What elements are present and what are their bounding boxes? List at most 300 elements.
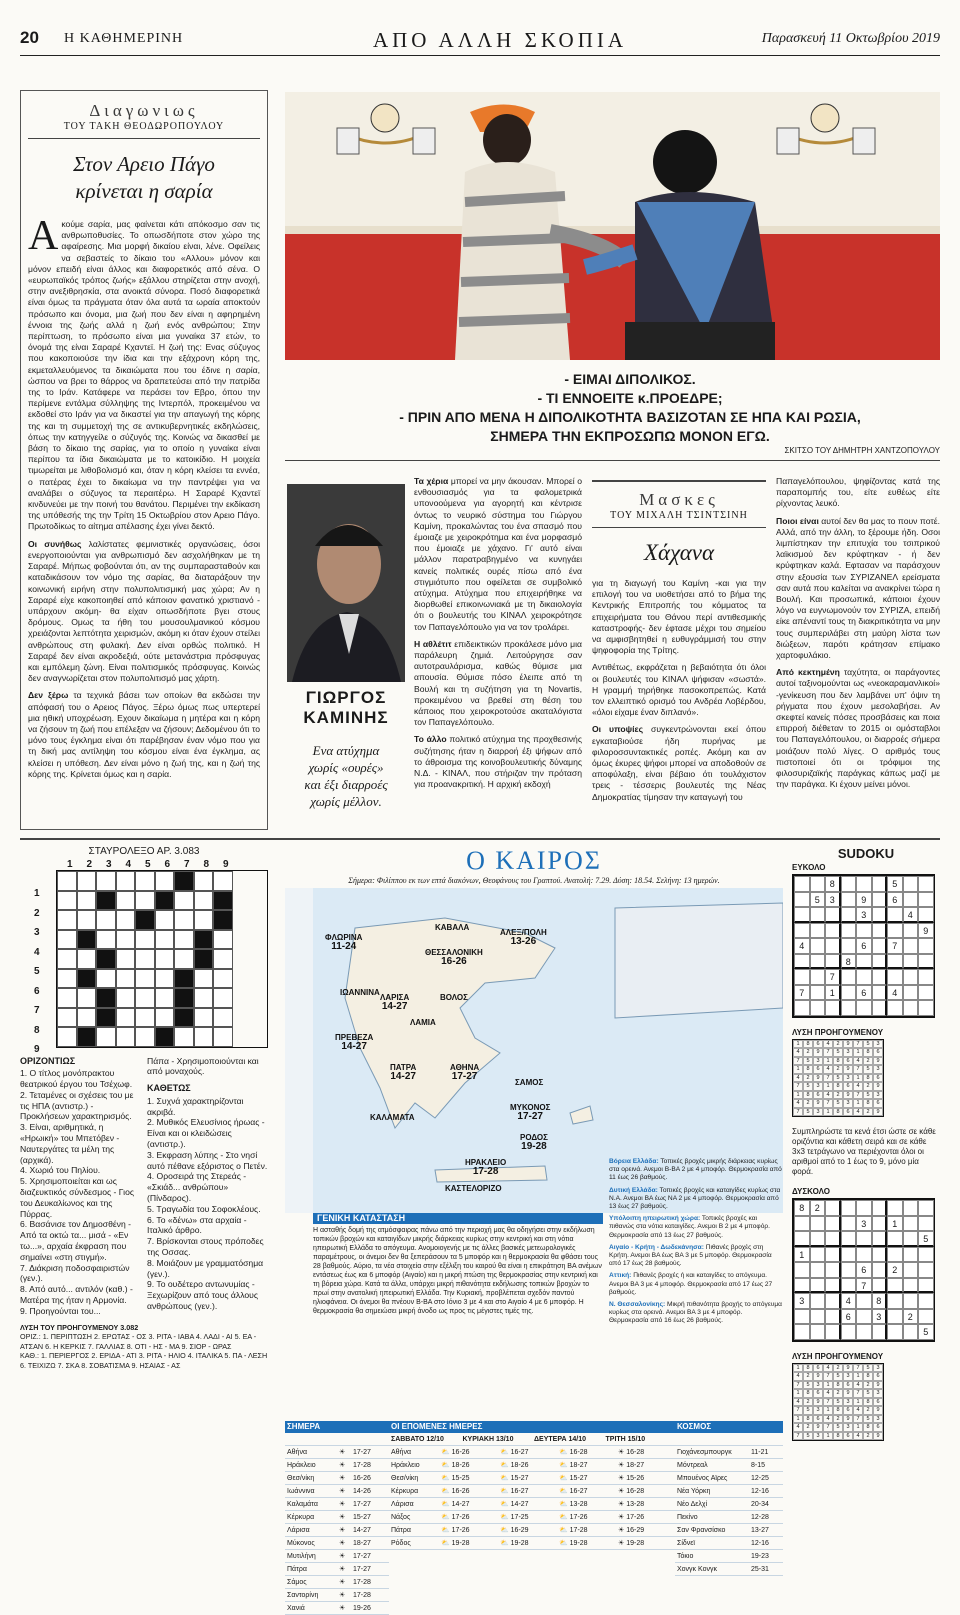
- crossword-cell[interactable]: [194, 949, 214, 969]
- sudoku-cell[interactable]: [903, 969, 919, 985]
- crossword-cell[interactable]: [77, 1008, 97, 1028]
- sudoku-cell[interactable]: [794, 907, 810, 923]
- sudoku-cell[interactable]: 8: [794, 1200, 810, 1216]
- sudoku-cell[interactable]: 8: [825, 876, 841, 892]
- solution-cell: 6: [843, 1381, 853, 1390]
- sudoku-cell[interactable]: [918, 954, 934, 970]
- sudoku-cell[interactable]: 6: [856, 1262, 872, 1278]
- sudoku-cell[interactable]: [841, 876, 857, 892]
- solution-cell: 6: [873, 1423, 883, 1432]
- crossword-cell[interactable]: [96, 988, 116, 1008]
- sudoku-cell[interactable]: [918, 876, 934, 892]
- sudoku-cell[interactable]: [887, 1231, 903, 1247]
- sudoku-cell[interactable]: [810, 1293, 826, 1309]
- clue-down: 9. Το ουδέτερο αντωνυμίας - Ξεχωρίζουν από τους άλλους ανθρώπους (γεν.).: [147, 1279, 258, 1312]
- sudoku-cell[interactable]: [918, 1262, 934, 1278]
- sudoku-cell[interactable]: [810, 969, 826, 985]
- sudoku-cell[interactable]: [810, 985, 826, 1001]
- sudoku-cell[interactable]: [903, 1200, 919, 1216]
- sudoku-cell[interactable]: [856, 969, 872, 985]
- crossword-cell[interactable]: [194, 910, 214, 930]
- sudoku-cell[interactable]: [841, 1324, 857, 1340]
- crossword-cell[interactable]: [57, 949, 77, 969]
- crossword-cell[interactable]: [77, 871, 97, 891]
- crossword-col-number: 6: [164, 859, 171, 870]
- sudoku-cell[interactable]: 3: [794, 1293, 810, 1309]
- solution-cell: 6: [813, 1415, 823, 1424]
- sudoku-cell[interactable]: [841, 907, 857, 923]
- sudoku-cell[interactable]: 5: [810, 892, 826, 908]
- sudoku-cell[interactable]: [856, 1324, 872, 1340]
- sudoku-cell[interactable]: [810, 938, 826, 954]
- crossword-cell[interactable]: [194, 988, 214, 1008]
- solution-cell: 9: [843, 1389, 853, 1398]
- crossword-cell[interactable]: [174, 969, 194, 989]
- sudoku-cell[interactable]: [903, 954, 919, 970]
- crossword-cell[interactable]: [96, 949, 116, 969]
- cell: ☀ 16-29: [618, 1527, 645, 1534]
- sudoku-cell[interactable]: 1: [887, 1216, 903, 1232]
- sudoku-prev-solution: [792, 1039, 884, 1118]
- crossword-cell[interactable]: [155, 910, 175, 930]
- sudoku-cell[interactable]: [872, 1216, 888, 1232]
- crossword-cell[interactable]: [96, 930, 116, 950]
- crossword-cell[interactable]: [194, 969, 214, 989]
- sudoku-cell[interactable]: [903, 1216, 919, 1232]
- crossword-cell[interactable]: [116, 930, 136, 950]
- crossword-cell[interactable]: [96, 1008, 116, 1028]
- article-body: Ακούμε σαρία, μας φαίνεται κάτι απόκοσμο σαν τις ανθρωποθυσίες. Το οπωσδήποτε στον χώρο της αφαίρεσης. Μια μορφή δικαίου είναι, λένε. Οφείλεις να σεβαστείς το δίκαιο του «Αλλου» μόνον και μόνον επειδή είναι άλλος και διαφορετικός από σένα. Ο «ευρωπαϊκός τρόπος ζωής» εξάλλου στηρίζεται στην ανοχή, στην ανεξιθρησκία, στα ανοικτά σύνορα. Ποσό διαφορετικά είναι όμως τα πράγματα όταν όλα αυτά τα ωραία αποκτούν πρόσωπο και όνομα, μια ζωή που δεν είναι η αφηρημένη έννοια της ζωής αλλά η ζωή ενός ανθρώπου; Στην περίπτωση, το πρόσωπο είναι μια γυναίκα 37 ετών, το όνομά της είναι Σαραρέ Κχαντεϊ. Η ζωή της: Ενας σύζυγος που κακοποιούσε την ίδια και την εξάχρονη κόρη της, εκμεταλλευόμενος τα δικαιώματα που του έδινε η σαρία, ώσπου να βρει το θάρρος να δραπετεύσει από την πατρίδα της το Ιράν. Κατάφερε να περάσει τον Εβρο, όπου την περίμενε εντάλμα σύλληψης της Ιντερπόλ, προκειμένου να εκδοθεί στο Ιράν για να δικαστεί για την απαγωγή της κόρης της και τη συμμετοχή της σε αντικυβερνητικές εκδηλώσεις, όπως την κατηγγείλε ο σύζυγός της. Κοινώς να δικασθεί με βάση το δίκαιο της σαρίας, για το οποίο η γυναίκα είναι περίπου τα ίδια δικαιώματα με το κατοικίδιο. Η μοιχεία τιμωρείται με λιθοβολισμό και, όταν η κόρη κλείσει τα εννέα, ο πατέρας έχει το δικαίωμα να την παντρέψει για να αναλάβει ο σύζυγος τα περαιτέρω. Η Σαραρέ Κχαντεϊ κινδυνεύει με την ποινή του θανάτου. Περιμένει την εκδίκαση της υπόθεσής της την Τρίτη 15 Οκτωβρίου στον Αρειο Πάγο. Πρωτοδίκως το αίτημα απέλασης έχει γίνει δεκτό. Οι συνήθως λαλίστατες φεμινιστικές οργανώσεις, όσοι ενεργοποιούνται για ανθρωπισμό δεν ασχολήθηκαν με τη Σαραρέ. Μήπως φοβούνται ότι, αν της συμπαρασταθούν και καταδικάσουν τον νόμο της σαρίας, θα διαταράξουν την κοινωνική ειρήνη στην πολυπολιτισμική μας χώρα; Αν η Σαραρέ είχε κακοποιηθεί από κάποιον φανατικό χριστιανό - υπάρχουν ακόμη- θα είχαν οπωσδήποτε βγει στους δρόμους. Ομως τα ήθη του μουσουλμανικού κόσμου χρειάζονται λεπτότητα χειρισμών, ακόμη κι όταν έχουν στείλει ανθρώπους στη φυλακή. Δεν είναι ορθώς πολιτικό. Η Σαραρέ δεν είναι ακροδεξιά, ούτε μετανάστρια πρόσφυγας και εμπόλεμη ζώνη. Είναι πολιτισμικός πρόσφυγας. Κοινώς δεν αναγνωρίζεται στον πολυπολιτισμό μας χάρτη. Δεν ξέρω τα τεχνικά βάσει των οποίων θα εκδώσει την απόφασή του ο Αρειος Πάγος. Ξέρω όμως πως υπερτερεί μια ηθική υποχρέωση. Εχουν δικαίωμα η μητέρα και η κόρη να ζήσουν τη ζωή που επέλεξαν να ζήσουν; Δεδομένου ότι το μόνο τους έγκλημα είναι ότι παρέβησαν έναν νόμο που για τη δική μας αντίληψη του κόσμου είναι ένα έγκλημα, ας κλείσει η υπόθεση. Δεν είναι μόνο η ζωή της, και η ζωή της κόρης της. Κρίνεται όμως και η σαρία.: [28, 213, 261, 779]
- sudoku-cell[interactable]: [856, 1247, 872, 1263]
- sudoku-cell[interactable]: 5: [887, 876, 903, 892]
- sudoku-cell[interactable]: 5: [918, 1324, 934, 1340]
- sudoku-cell[interactable]: [918, 938, 934, 954]
- sudoku-cell[interactable]: [794, 923, 810, 939]
- sudoku-cell[interactable]: [810, 907, 826, 923]
- sudoku-cell[interactable]: [810, 954, 826, 970]
- sudoku-cell[interactable]: [794, 1000, 810, 1016]
- cell: Καλαμάτα: [287, 1501, 318, 1508]
- crossword-cell[interactable]: [57, 988, 77, 1008]
- sudoku-cell[interactable]: 4: [794, 938, 810, 954]
- crossword-cell[interactable]: [174, 930, 194, 950]
- sudoku-cell[interactable]: 2: [903, 1309, 919, 1325]
- map-city: [435, 923, 469, 932]
- sudoku-cell[interactable]: [825, 1200, 841, 1216]
- cell: Νέα Υόρκη: [677, 1488, 711, 1495]
- solution-cell: 2: [833, 1040, 843, 1049]
- today-row: [285, 1602, 389, 1615]
- sudoku-cell[interactable]: 3: [856, 907, 872, 923]
- sudoku-cell[interactable]: [810, 1262, 826, 1278]
- solution-cell: 8: [803, 1364, 813, 1373]
- today-row: [285, 1446, 389, 1459]
- crossword-cell[interactable]: [155, 949, 175, 969]
- cell: ⛅ 15-27: [559, 1475, 588, 1482]
- sudoku-cell[interactable]: [794, 1309, 810, 1325]
- solution-cell: 3: [813, 1432, 823, 1441]
- crossword-cell[interactable]: [194, 930, 214, 950]
- solution-cell: 8: [833, 1406, 843, 1415]
- solution-cell: 9: [873, 1381, 883, 1390]
- crossword-cell[interactable]: [174, 1027, 194, 1047]
- sudoku-cell[interactable]: 6: [856, 985, 872, 1001]
- sudoku-cell[interactable]: 4: [887, 985, 903, 1001]
- sudoku-cell[interactable]: [872, 923, 888, 939]
- sudoku-cell[interactable]: [872, 969, 888, 985]
- sudoku-cell[interactable]: [903, 1231, 919, 1247]
- sudoku-cell[interactable]: [841, 985, 857, 1001]
- sudoku-cell[interactable]: [794, 1216, 810, 1232]
- crossword-cell[interactable]: [135, 1008, 155, 1028]
- sudoku-cell[interactable]: 3: [872, 1309, 888, 1325]
- crossword-cell[interactable]: [96, 891, 116, 911]
- sudoku-cell[interactable]: [841, 1200, 857, 1216]
- solution-cell: 3: [843, 1398, 853, 1407]
- crossword-cell[interactable]: [57, 1027, 77, 1047]
- sudoku-cell[interactable]: [887, 954, 903, 970]
- crossword-cell[interactable]: [77, 910, 97, 930]
- crossword-cell[interactable]: [57, 910, 77, 930]
- solution-cell: 2: [863, 1082, 873, 1091]
- crossword-cell[interactable]: [213, 930, 233, 950]
- sudoku-cell[interactable]: 7: [856, 1278, 872, 1294]
- sudoku-cell[interactable]: [794, 1324, 810, 1340]
- sudoku-cell[interactable]: [856, 1200, 872, 1216]
- sudoku-cell[interactable]: [918, 1216, 934, 1232]
- sudoku-cell[interactable]: [810, 1231, 826, 1247]
- sudoku-cell[interactable]: [887, 1247, 903, 1263]
- crossword-cell[interactable]: [174, 891, 194, 911]
- sudoku-cell[interactable]: [841, 1216, 857, 1232]
- sudoku-cell[interactable]: [903, 876, 919, 892]
- sudoku-cell[interactable]: 2: [810, 1200, 826, 1216]
- crossword-cell[interactable]: [155, 930, 175, 950]
- sudoku-cell[interactable]: [887, 923, 903, 939]
- next-days-row: [389, 1446, 675, 1459]
- sudoku-cell[interactable]: 9: [856, 892, 872, 908]
- solution-cell: 5: [803, 1381, 813, 1390]
- sudoku-cell[interactable]: [810, 1324, 826, 1340]
- sudoku-cell[interactable]: [794, 1262, 810, 1278]
- sudoku-cell[interactable]: [841, 969, 857, 985]
- sudoku-cell[interactable]: [794, 969, 810, 985]
- sudoku-cell[interactable]: [887, 1293, 903, 1309]
- sudoku-cell[interactable]: [903, 892, 919, 908]
- sudoku-cell[interactable]: 3: [825, 892, 841, 908]
- sudoku-cell[interactable]: [810, 1216, 826, 1232]
- sudoku-cell[interactable]: [872, 1000, 888, 1016]
- sudoku-cell[interactable]: [825, 1247, 841, 1263]
- sudoku-cell[interactable]: [918, 1200, 934, 1216]
- solution-cell: 9: [843, 1040, 853, 1049]
- sudoku-cell[interactable]: [872, 892, 888, 908]
- sudoku-cell[interactable]: [825, 954, 841, 970]
- crossword-cell[interactable]: [155, 969, 175, 989]
- sudoku-cell[interactable]: 5: [918, 1231, 934, 1247]
- sudoku-cell[interactable]: [794, 954, 810, 970]
- crossword-cell[interactable]: [194, 891, 214, 911]
- sudoku-cell[interactable]: 7: [887, 938, 903, 954]
- sudoku-cell[interactable]: [825, 1000, 841, 1016]
- sudoku-cell[interactable]: [872, 1324, 888, 1340]
- solution-cell: 2: [803, 1074, 813, 1083]
- sudoku-cell[interactable]: [903, 1000, 919, 1016]
- sudoku-cell[interactable]: [887, 1200, 903, 1216]
- sudoku-cell[interactable]: 4: [841, 1293, 857, 1309]
- sudoku-cell[interactable]: [872, 1262, 888, 1278]
- sudoku-cell[interactable]: 4: [903, 907, 919, 923]
- city-temp: 14-27: [390, 1071, 416, 1082]
- crossword-cell[interactable]: [116, 949, 136, 969]
- sudoku-cell[interactable]: [872, 1200, 888, 1216]
- sudoku-cell[interactable]: [887, 1309, 903, 1325]
- cell: ⛅ 16-26: [441, 1488, 470, 1495]
- sudoku-cell[interactable]: [903, 1262, 919, 1278]
- sudoku-cell[interactable]: [918, 892, 934, 908]
- crossword-cell[interactable]: [213, 1008, 233, 1028]
- sudoku-cell[interactable]: [810, 876, 826, 892]
- drop-cap: Α: [28, 213, 59, 259]
- sudoku-cell[interactable]: [810, 923, 826, 939]
- crossword-cell[interactable]: [116, 988, 136, 1008]
- crossword-cell[interactable]: [116, 871, 136, 891]
- crossword-cell[interactable]: [135, 949, 155, 969]
- solution-cell: 2: [863, 1108, 873, 1117]
- crossword-cell[interactable]: [57, 891, 77, 911]
- crossword-cell[interactable]: [96, 969, 116, 989]
- sudoku-cell[interactable]: [872, 985, 888, 1001]
- sudoku-cell[interactable]: [856, 1293, 872, 1309]
- crossword-cell[interactable]: [155, 988, 175, 1008]
- solution-cell: 5: [833, 1074, 843, 1083]
- cell: Θεσ/νίκη: [391, 1475, 419, 1482]
- solution-cell: 1: [793, 1364, 803, 1373]
- crossword-cell[interactable]: [57, 871, 77, 891]
- crossword-cell[interactable]: [77, 930, 97, 950]
- crossword-cell[interactable]: [96, 910, 116, 930]
- sudoku-cell[interactable]: [856, 954, 872, 970]
- sudoku-cell[interactable]: 7: [794, 985, 810, 1001]
- crossword-cell[interactable]: [96, 871, 116, 891]
- sudoku-cell[interactable]: [887, 1324, 903, 1340]
- sudoku-cell[interactable]: [887, 907, 903, 923]
- sudoku-cell[interactable]: [887, 1278, 903, 1294]
- sudoku-cell[interactable]: [872, 876, 888, 892]
- sudoku-cell[interactable]: [841, 892, 857, 908]
- solution-cell: 2: [803, 1372, 813, 1381]
- solution-cell: 8: [863, 1372, 873, 1381]
- sudoku-cell[interactable]: [856, 1231, 872, 1247]
- sudoku-cell[interactable]: [841, 938, 857, 954]
- sudoku-cell[interactable]: 8: [872, 1293, 888, 1309]
- sudoku-cell[interactable]: [810, 1309, 826, 1325]
- sudoku-cell[interactable]: [856, 876, 872, 892]
- crossword-cell[interactable]: [135, 871, 155, 891]
- solution-cell: 2: [833, 1065, 843, 1074]
- sudoku-cell[interactable]: [903, 938, 919, 954]
- crossword-cell[interactable]: [155, 891, 175, 911]
- sudoku-cell[interactable]: [810, 1278, 826, 1294]
- sudoku-cell[interactable]: [856, 923, 872, 939]
- sudoku-cell[interactable]: [918, 907, 934, 923]
- clue-down: 7. Βρίσκονται στους πρόποδες της Οσσας.: [147, 1236, 264, 1258]
- sudoku-cell[interactable]: 6: [856, 938, 872, 954]
- crossword-cell[interactable]: [174, 949, 194, 969]
- crossword-cell[interactable]: [213, 1027, 233, 1047]
- crossword-cell[interactable]: [116, 910, 136, 930]
- sudoku-cell[interactable]: [872, 1247, 888, 1263]
- crossword-cell[interactable]: [116, 891, 136, 911]
- crossword-cell[interactable]: [213, 910, 233, 930]
- sudoku-cell[interactable]: 8: [841, 954, 857, 970]
- sudoku-cell[interactable]: [872, 1278, 888, 1294]
- sudoku-cell[interactable]: [825, 1231, 841, 1247]
- crossword-cell[interactable]: [57, 1008, 77, 1028]
- city-name: ΣΑΜΟΣ: [515, 1078, 544, 1087]
- crossword-cell[interactable]: [57, 969, 77, 989]
- sudoku-cell[interactable]: 7: [825, 969, 841, 985]
- solution-cell: 8: [803, 1415, 813, 1424]
- sudoku-cell[interactable]: 6: [887, 892, 903, 908]
- sudoku-cell[interactable]: [810, 1247, 826, 1263]
- sudoku-cell[interactable]: [903, 1247, 919, 1263]
- sudoku-cell[interactable]: [918, 1293, 934, 1309]
- cell: Μύκονος: [287, 1540, 315, 1547]
- crossword-cell[interactable]: [135, 891, 155, 911]
- crossword-cell[interactable]: [77, 891, 97, 911]
- crossword-cell[interactable]: [174, 910, 194, 930]
- sudoku-cell[interactable]: [841, 1262, 857, 1278]
- crossword-cell[interactable]: [77, 1027, 97, 1047]
- crossword-cell[interactable]: [194, 1008, 214, 1028]
- sudoku-cell[interactable]: [841, 1247, 857, 1263]
- sudoku-cell[interactable]: [918, 985, 934, 1001]
- solution-cell: 9: [873, 1432, 883, 1441]
- crossword-cell[interactable]: [174, 988, 194, 1008]
- sudoku-cell[interactable]: [841, 1000, 857, 1016]
- sudoku-cell[interactable]: [825, 938, 841, 954]
- solution-cell: 6: [873, 1099, 883, 1108]
- region-name: Αττική:: [609, 1272, 632, 1280]
- sudoku-cell[interactable]: [918, 1247, 934, 1263]
- sudoku-cell[interactable]: [903, 923, 919, 939]
- sudoku-cell[interactable]: [903, 1293, 919, 1309]
- sudoku-cell[interactable]: [918, 969, 934, 985]
- sudoku-cell[interactable]: [825, 1324, 841, 1340]
- sudoku-cell[interactable]: 1: [825, 985, 841, 1001]
- sudoku-cell[interactable]: [903, 985, 919, 1001]
- crossword-cell[interactable]: [213, 969, 233, 989]
- sudoku-cell[interactable]: [856, 1000, 872, 1016]
- sudoku-cell[interactable]: [903, 1278, 919, 1294]
- sudoku-cell[interactable]: 2: [887, 1262, 903, 1278]
- crossword-cell[interactable]: [213, 871, 233, 891]
- sudoku-cell[interactable]: [825, 1309, 841, 1325]
- sudoku-cell[interactable]: [825, 907, 841, 923]
- sudoku-cell[interactable]: [918, 1278, 934, 1294]
- crossword-cell[interactable]: [194, 871, 214, 891]
- sudoku-cell[interactable]: [841, 1231, 857, 1247]
- crossword-row-number: 9: [34, 1044, 40, 1055]
- crossword-cell[interactable]: [116, 1027, 136, 1047]
- crossword-cell[interactable]: [116, 969, 136, 989]
- sudoku-cell[interactable]: [794, 1278, 810, 1294]
- crossword-cell[interactable]: [194, 1027, 214, 1047]
- crossword-cell[interactable]: [77, 969, 97, 989]
- crossword-cell[interactable]: [77, 949, 97, 969]
- crossword-cell[interactable]: [96, 1027, 116, 1047]
- solution-cell: 3: [813, 1406, 823, 1415]
- cell: ⛅ 16-26: [441, 1449, 470, 1456]
- crossword-cell[interactable]: [77, 988, 97, 1008]
- sudoku-cell[interactable]: [872, 954, 888, 970]
- cell: ☀: [339, 1566, 346, 1573]
- sudoku-cell[interactable]: [872, 938, 888, 954]
- sudoku-cell[interactable]: [825, 1278, 841, 1294]
- sudoku-cell[interactable]: [841, 1278, 857, 1294]
- crossword-cell[interactable]: [135, 910, 155, 930]
- sudoku-cell[interactable]: [825, 923, 841, 939]
- sudoku-cell[interactable]: [825, 1293, 841, 1309]
- crossword-cell[interactable]: [213, 891, 233, 911]
- crossword-cell[interactable]: [135, 1027, 155, 1047]
- sudoku-cell[interactable]: [810, 1000, 826, 1016]
- solution-cell: 8: [833, 1381, 843, 1390]
- crossword-cell[interactable]: [135, 930, 155, 950]
- sudoku-cell[interactable]: [887, 1000, 903, 1016]
- solution-cell: 3: [813, 1381, 823, 1390]
- sudoku-cell[interactable]: [825, 1262, 841, 1278]
- crossword-cell[interactable]: [213, 988, 233, 1008]
- sudoku-cell[interactable]: [825, 1216, 841, 1232]
- sudoku-cell[interactable]: [856, 1309, 872, 1325]
- solution-cell: 5: [833, 1398, 843, 1407]
- solution-cell: 4: [853, 1082, 863, 1091]
- sudoku-cell[interactable]: [903, 1324, 919, 1340]
- day-header: ΣΑΒΒΑΤΟ 12/10: [391, 1436, 444, 1443]
- sudoku-cell[interactable]: [794, 892, 810, 908]
- cell: ⛅ 19-28: [500, 1540, 529, 1547]
- sudoku-cell[interactable]: 6: [841, 1309, 857, 1325]
- sudoku-cell[interactable]: [918, 1309, 934, 1325]
- sudoku-cell[interactable]: [918, 1000, 934, 1016]
- sudoku-cell[interactable]: [841, 923, 857, 939]
- crossword-cell[interactable]: [135, 988, 155, 1008]
- sudoku-cell[interactable]: 3: [856, 1216, 872, 1232]
- sudoku-cell[interactable]: [872, 907, 888, 923]
- solution-cell: 8: [833, 1108, 843, 1117]
- crossword-cell[interactable]: [174, 1008, 194, 1028]
- crossword-cell[interactable]: [116, 1008, 136, 1028]
- sudoku-cell[interactable]: [872, 1231, 888, 1247]
- sudoku-cell[interactable]: 9: [918, 923, 934, 939]
- sudoku-cell[interactable]: [887, 969, 903, 985]
- sudoku-cell[interactable]: [794, 1231, 810, 1247]
- crossword-cell[interactable]: [155, 1027, 175, 1047]
- crossword-cell[interactable]: [155, 871, 175, 891]
- sudoku-cell[interactable]: 1: [794, 1247, 810, 1263]
- crossword-cell[interactable]: [57, 930, 77, 950]
- crossword-cell[interactable]: [213, 949, 233, 969]
- sudoku-cell[interactable]: [794, 876, 810, 892]
- weather-map: [285, 888, 783, 1325]
- crossword-cell[interactable]: [155, 1008, 175, 1028]
- solution-cell: 2: [863, 1406, 873, 1415]
- crossword-cell[interactable]: [135, 969, 155, 989]
- world-row: [675, 1459, 783, 1472]
- crossword-cell[interactable]: [174, 871, 194, 891]
